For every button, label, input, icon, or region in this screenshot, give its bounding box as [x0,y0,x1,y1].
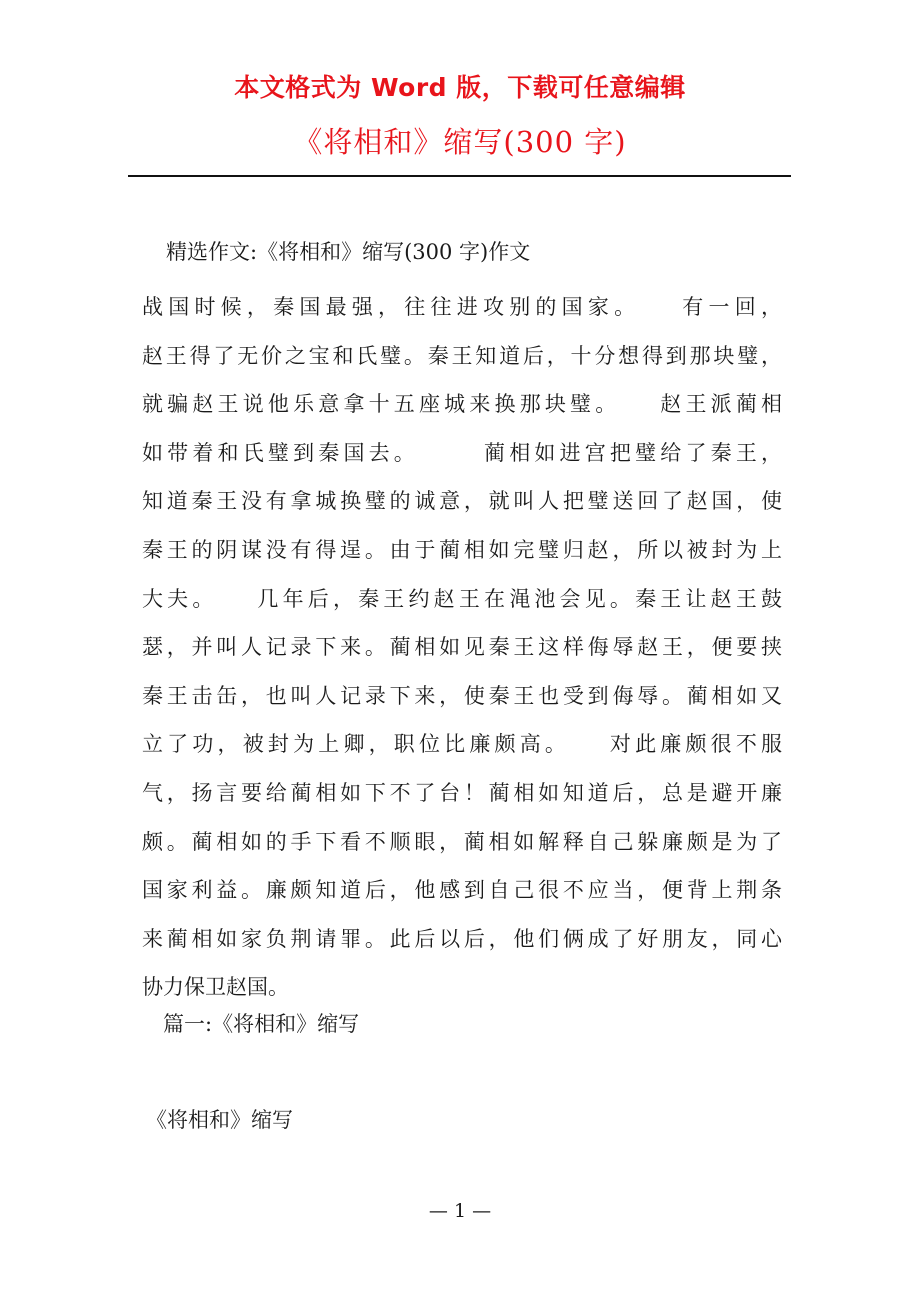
format-notice: 本文格式为 Word 版，下载可任意编辑 [234,73,686,102]
sub-title: 《将相和》缩写 [146,1108,293,1132]
body-line: 如带着和氏璧到秦国去。 蔺相如进宫把璧给了秦王， [142,440,782,465]
page-number: — 1 — [428,1200,492,1222]
body-line: 国家利益。廉颇知道后，他感到自己很不应当，便背上荆条 [142,878,782,903]
body-line: 秦王的阴谋没有得逞。由于蔺相如完璧归赵，所以被封为上 [142,537,782,562]
body-line: 战国时候，秦国最强，往往进攻别的国家。 有一回， [142,295,782,319]
body-line: 立了功，被封为上卿，职位比廉颇高。 对此廉颇很不服 [142,732,782,757]
section-title: 篇一:《将相和》缩写 [163,1012,360,1036]
body-line: 来蔺相如家负荆请罪。此后以后，他们俩成了好朋友，同心 [142,926,782,951]
body-paragraph [142,283,782,1012]
document-title: 《将相和》缩写(300 字) [293,125,627,159]
lead-line: 精选作文:《将相和》缩写(300 字)作文 [166,240,531,264]
body-line: 大夫。 几年后，秦王约赵王在渑池会见。秦王让赵王鼓 [142,586,782,611]
body-line: 知道秦王没有拿城换璧的诚意，就叫人把璧送回了赵国，使 [142,489,782,514]
body-line: 赵王得了无价之宝和氏璧。秦王知道后，十分想得到那块璧， [142,343,782,368]
body-line: 秦王击缶，也叫人记录下来，使秦王也受到侮辱。蔺相如又 [142,683,782,708]
body-line: 颇。蔺相如的手下看不顺眼，蔺相如解释自己躲廉颇是为了 [142,829,782,854]
body-line: 协力保卫赵国。 [142,975,289,1000]
title-divider [128,175,791,177]
body-line: 瑟，并叫人记录下来。蔺相如见秦王这样侮辱赵王，便要挟 [142,635,782,660]
body-line: 气，扬言要给蔺相如下不了台！蔺相如知道后，总是避开廉 [142,780,782,805]
body-line: 就骗赵王说他乐意拿十五座城来换那块璧。 赵王派蔺相 [142,392,782,417]
